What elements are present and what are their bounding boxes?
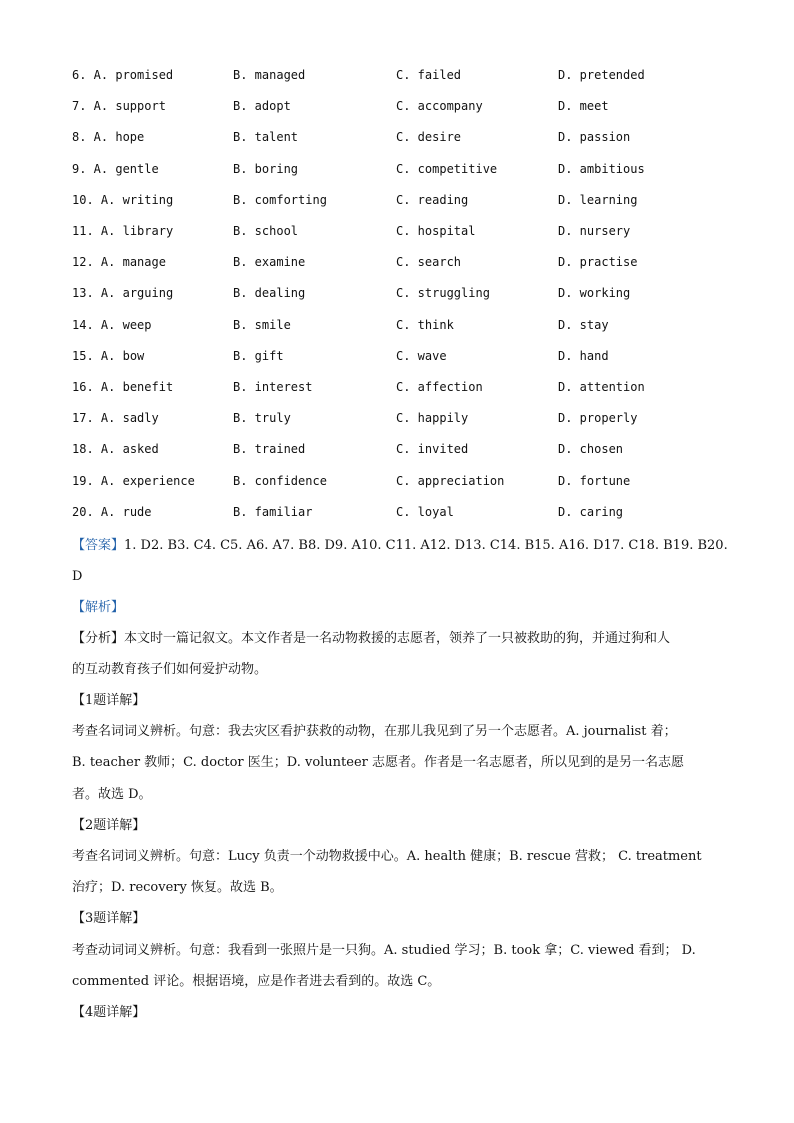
- question-row: [72, 442, 732, 462]
- option-b: B. school: [233, 224, 299, 238]
- answer-text: 1. D2. B3. C4. C5. A6. A7. B8. D9. A10. C11. A12. D13. C14. B15. A16. D17. C18. B19. B20.: [124, 538, 728, 553]
- option-a: [72, 318, 152, 332]
- option-a: [72, 68, 173, 82]
- question-number: 7. A.: [72, 99, 109, 114]
- question-row: [72, 162, 732, 182]
- option-b: B. smile: [233, 317, 291, 332]
- option-d: D. practise: [558, 255, 638, 270]
- option-a: [72, 505, 152, 519]
- question-number: 17. A.: [72, 411, 116, 426]
- question-number: 12. A.: [72, 255, 116, 270]
- detail-heading: 【4题详解】: [72, 1005, 146, 1020]
- option-d: D. stay: [558, 317, 609, 332]
- option-a-text: promised: [115, 68, 174, 82]
- summary-line-1: [72, 629, 722, 649]
- option-d: D. caring: [558, 504, 624, 519]
- question-number: 20. A.: [72, 504, 116, 519]
- option-d: D. nursery: [558, 224, 631, 238]
- option-d: D. learning: [558, 192, 638, 207]
- option-a-text: rude: [122, 504, 152, 519]
- option-b: B. interest: [233, 380, 313, 394]
- question-number: 16. A.: [72, 380, 116, 394]
- option-c: C. hospital: [396, 224, 476, 238]
- question-row: [72, 99, 732, 119]
- option-b: B. familiar: [233, 504, 313, 519]
- option-d: D. ambitious: [558, 161, 645, 176]
- option-a-text: bow: [122, 348, 145, 363]
- question-row: [72, 286, 732, 306]
- question-number: 13. A.: [72, 286, 116, 301]
- question-number: 10. A.: [72, 192, 116, 207]
- detail-text-line: 者。故选 D。: [72, 786, 152, 802]
- question-row: [72, 193, 732, 213]
- option-a: [72, 286, 173, 300]
- option-b: B. examine: [233, 255, 306, 270]
- option-c: C. desire: [396, 130, 462, 145]
- option-a: [72, 255, 166, 269]
- question-row: [72, 130, 732, 150]
- analysis-label: 【解析】: [72, 600, 125, 615]
- option-c: C. appreciation: [396, 473, 505, 488]
- option-d: D. chosen: [558, 442, 624, 457]
- option-c: C. failed: [396, 68, 462, 82]
- option-c: C. wave: [396, 348, 447, 363]
- question-row: [72, 411, 732, 431]
- option-a-text: sadly: [122, 411, 159, 426]
- option-a: [72, 193, 173, 207]
- option-c: C. invited: [396, 442, 469, 457]
- option-a-text: manage: [122, 255, 166, 270]
- option-b: B. talent: [233, 130, 299, 145]
- option-a: [72, 349, 144, 363]
- option-b: B. trained: [233, 442, 306, 457]
- option-c: C. loyal: [396, 504, 454, 519]
- option-c: C. reading: [396, 192, 469, 207]
- question-number: 9. A.: [72, 161, 109, 176]
- option-c: C. struggling: [396, 286, 490, 301]
- detail-text-line: 治疗；D. recovery 恢复。故选 B。: [72, 880, 283, 896]
- option-b: B. boring: [233, 161, 299, 176]
- summary-line-2: 的互动教育孩子们如何爱护动物。: [72, 662, 268, 677]
- question-number: 19. A.: [72, 473, 116, 488]
- option-c: C. accompany: [396, 99, 483, 114]
- option-c: C. happily: [396, 411, 469, 426]
- option-d: D. fortune: [558, 473, 631, 488]
- detail-text-line: commented 评论。根据语境，应是作者进去看到的。故选 C。: [72, 973, 441, 989]
- summary-label: 【分析】: [72, 631, 125, 646]
- question-row: [72, 318, 732, 338]
- option-a-text: gentle: [115, 161, 159, 176]
- option-a-text: writing: [122, 192, 174, 207]
- option-c: C. competitive: [396, 161, 498, 176]
- question-number: 6. A.: [72, 68, 109, 82]
- answer-line-2: D: [72, 569, 83, 584]
- option-d: D. pretended: [558, 68, 645, 82]
- option-b: B. confidence: [233, 473, 327, 488]
- option-c: C. search: [396, 255, 462, 270]
- option-a: [72, 442, 159, 456]
- detail-text-line: 考查动词词义辨析。句意：我看到一张照片是一只狗。A. studied 学习；B. took 拿；C. viewed 看到； D.: [72, 942, 696, 958]
- question-row: [72, 255, 732, 275]
- question-row: [72, 349, 732, 369]
- question-number: 15. A.: [72, 348, 116, 363]
- option-a: [72, 380, 173, 394]
- option-a: [72, 224, 173, 238]
- option-b: B. managed: [233, 68, 306, 82]
- question-row: [72, 505, 732, 525]
- option-a-text: library: [122, 224, 174, 238]
- question-row: [72, 380, 732, 400]
- option-a-text: support: [115, 99, 166, 114]
- detail-heading: 【3题详解】: [72, 911, 146, 927]
- option-a-text: arguing: [122, 286, 174, 301]
- question-row: [72, 224, 732, 244]
- option-d: D. passion: [558, 130, 631, 145]
- option-b: B. gift: [233, 348, 284, 363]
- detail-text-line: B. teacher 教师；C. doctor 医生；D. volunteer 志愿者。作者是一名志愿者，所以见到的是另一名志愿: [72, 755, 685, 771]
- option-a: [72, 162, 159, 176]
- option-a-text: benefit: [122, 380, 174, 394]
- option-b: B. dealing: [233, 286, 306, 301]
- option-d: D. attention: [558, 380, 645, 394]
- question-number: 14. A.: [72, 317, 116, 332]
- answer-label: 【答案】: [72, 538, 125, 553]
- option-a-text: asked: [122, 442, 159, 457]
- detail-text-line: 考查名词词义辨析。句意：我去灾区看护获救的动物，在那儿我见到了另一个志愿者。A. journalist 着；: [72, 724, 677, 740]
- question-number: 8. A.: [72, 130, 109, 145]
- option-d: D. hand: [558, 348, 609, 363]
- option-b: B. comforting: [233, 192, 327, 207]
- option-a: [72, 411, 159, 425]
- option-a-text: experience: [122, 473, 195, 488]
- option-a: [72, 474, 195, 488]
- option-a-text: hope: [115, 130, 145, 145]
- option-d: D. working: [558, 286, 631, 301]
- question-row: [72, 474, 732, 494]
- detail-heading: 【2题详解】: [72, 817, 146, 833]
- option-a: [72, 99, 166, 113]
- option-a: [72, 130, 144, 144]
- question-row: [72, 68, 732, 88]
- summary-text: 本文时一篇记叙文。本文作者是一名动物救援的志愿者，领养了一只被救助的狗，并通过狗和人: [124, 631, 671, 646]
- answer-line-1: [72, 536, 728, 556]
- question-number: 18. A.: [72, 442, 116, 457]
- option-d: D. meet: [558, 99, 609, 114]
- option-b: B. adopt: [233, 99, 291, 114]
- option-c: C. think: [396, 317, 454, 332]
- detail-text-line: 考查名词词义辨析。句意：Lucy 负责一个动物救援中心。A. health 健康；B. rescue 营救； C. treatment: [72, 849, 702, 864]
- option-d: D. properly: [558, 411, 638, 426]
- question-number: 11. A.: [72, 224, 116, 238]
- detail-heading: 【1题详解】: [72, 693, 146, 708]
- option-c: C. affection: [396, 380, 483, 394]
- option-a-text: weep: [122, 317, 152, 332]
- option-b: B. truly: [233, 411, 291, 426]
